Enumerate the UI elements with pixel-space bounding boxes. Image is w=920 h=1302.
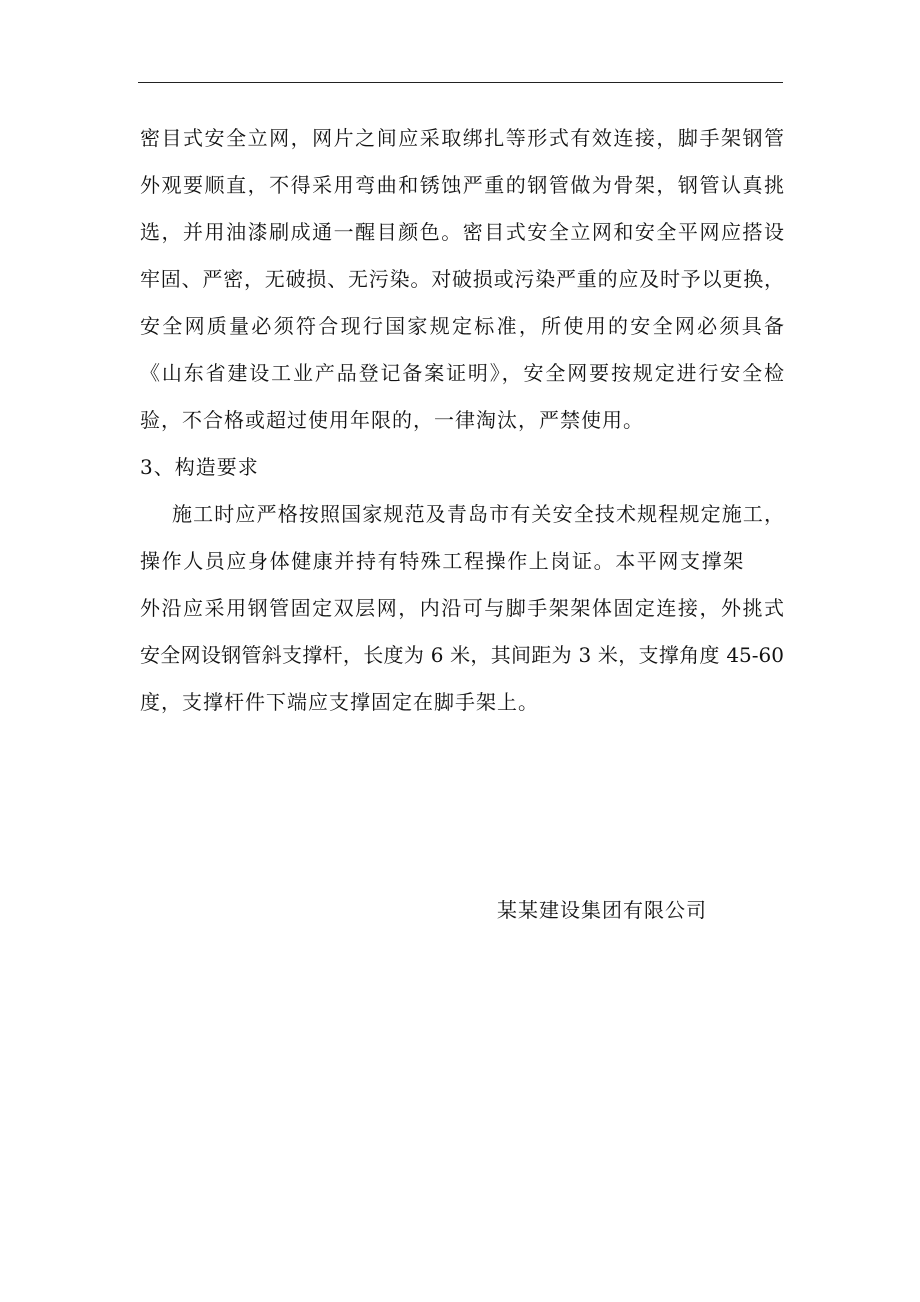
paragraph-line: 外沿应采用钢管固定双层网，内沿可与脚手架架体固定连接，外挑式 (140, 596, 784, 620)
paragraph-line: 验，不合格或超过使用年限的，一律淘汰，严禁使用。 (140, 408, 644, 432)
paragraph-line: 选，并用油漆刷成通一醒目颜色。密目式安全立网和安全平网应搭设 (140, 220, 784, 244)
paragraph-line: 安全网质量必须符合现行国家规定标准，所使用的安全网必须具备 (140, 314, 784, 338)
header-rule (138, 82, 783, 83)
paragraph-line: 密目式安全立网，网片之间应采取绑扎等形式有效连接，脚手架钢管 (140, 126, 784, 150)
section-heading: 3、构造要求 (140, 455, 259, 479)
paragraph-line: 施工时应严格按照国家规范及青岛市有关安全技术规程规定施工， (172, 502, 784, 526)
paragraph-line: 牢固、严密，无破损、无污染。对破损或污染严重的应及时予以更换， (140, 267, 784, 291)
paragraph-line: 操作人员应身体健康并持有特殊工程操作上岗证。本平网支撑架 (140, 549, 745, 573)
company-signature: 某某建设集团有限公司 (497, 898, 707, 922)
paragraph-line: 外观要顺直，不得采用弯曲和锈蚀严重的钢管做为骨架，钢管认真挑 (140, 173, 784, 197)
paragraph-line: 《山东省建设工业产品登记备案证明》，安全网要按规定进行安全检 (140, 361, 784, 385)
paragraph-line: 度，支撑杆件下端应支撑固定在脚手架上。 (140, 690, 539, 714)
paragraph-line: 安全网设钢管斜支撑杆，长度为 6 米，其间距为 3 米，支撑角度 45-60 (140, 643, 784, 667)
